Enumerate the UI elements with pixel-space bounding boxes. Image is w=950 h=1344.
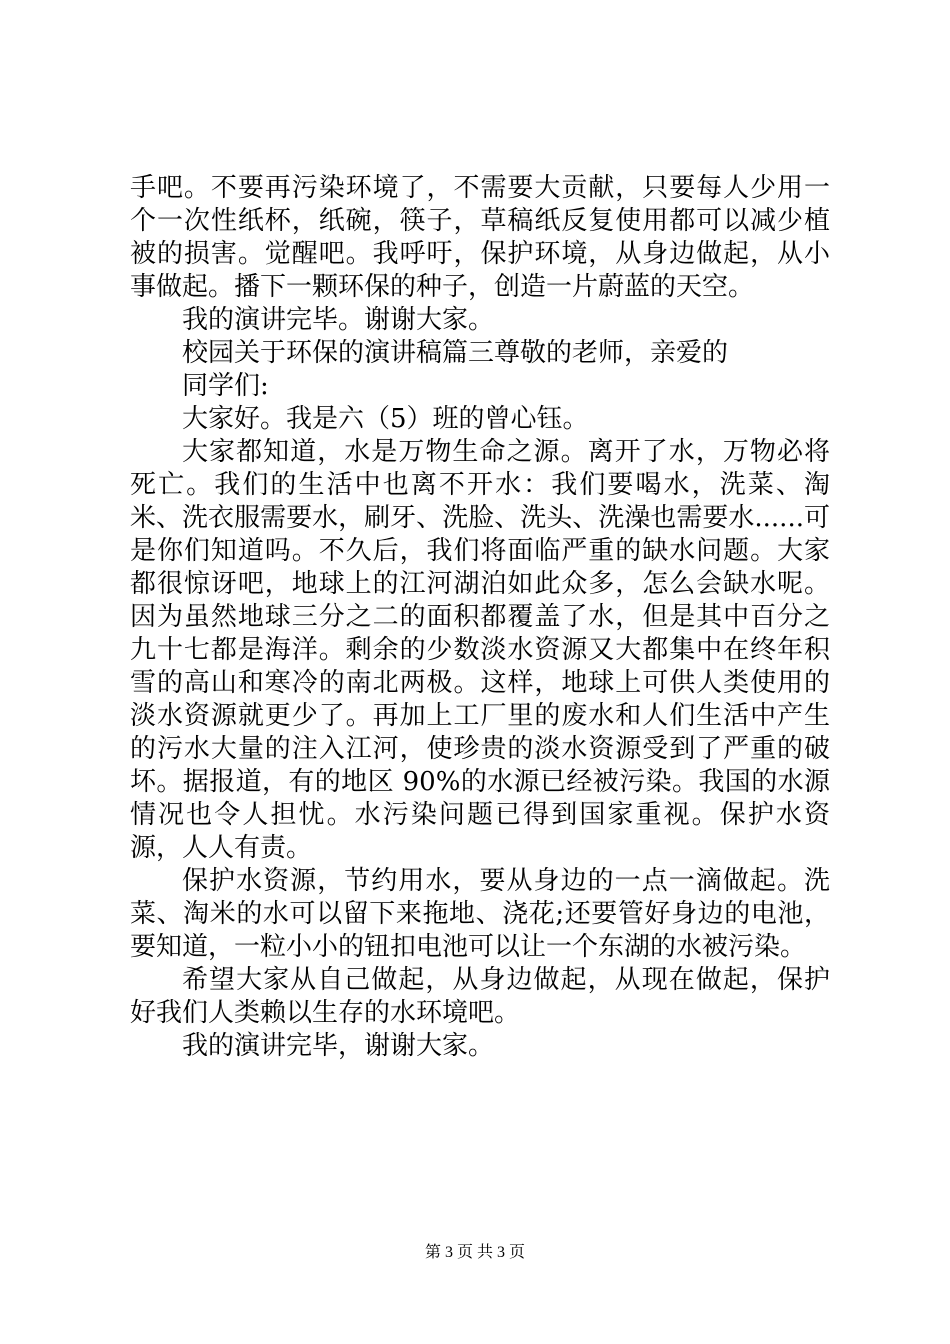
page-footer: 第 3 页 共 3 页 bbox=[424, 1244, 525, 1261]
paragraph-greeting: 大家好。我是六（5）班的曾心钰。 bbox=[182, 404, 589, 434]
paragraph-hope: 希望大家从自己做起，从身边做起，从现在做起，保护好我们人类赖以生存的水环境吧。 bbox=[130, 965, 830, 1028]
paragraph-water-source: 大家都知道，水是万物生命之源。离开了水，万物必将死亡。我们的生活中也离不开水：我们要喝水，洗菜、淘米、洗衣服需要水，刷牙、洗脸、洗头、洗澡也需要水......可是你们知道吗。不久后，我们将面临严重的缺水问题。大家都很惊讶吧，地球上的江河湖泊如此众多，怎么会缺水呢。因为虽然地球三分之二的面积都覆盖了水，但是其中百分之九十七都是海洋。剩余的少数淡水资源又大都集中在终年积雪的高山和寒冷的南北两极。这样，地球上可供人类使用的淡水资源就更少了。再加上工厂里的废水和人们生活中产生的污水大量的注入江河，使珍贵的淡水资源受到了严重的破坏。据报道，有的地区 90%的水源已经被污染。我国的水源情况也令人担忧。水污染问题已得到国家重视。保护水资源，人人有责。 bbox=[130, 437, 830, 863]
document-body bbox=[130, 172, 830, 1063]
paragraph-closing-2: 我的演讲完毕，谢谢大家。 bbox=[182, 1031, 495, 1061]
paragraph-continued: 手吧。不要再污染环境了，不需要大贡献，只要每人少用一个一次性纸杯，纸碗，筷子，草稿纸反复使用都可以减少植被的损害。觉醒吧。我呼吁，保护环境，从身边做起，从小事做起。播下一颗环保的种子，创造一片蔚蓝的天空。 bbox=[130, 173, 830, 302]
paragraph-speech-title: 校园关于环保的演讲稿篇三尊敬的老师，亲爱的 bbox=[182, 338, 729, 368]
paragraph-salutation: 同学们: bbox=[182, 371, 269, 401]
paragraph-closing-1: 我的演讲完毕。谢谢大家。 bbox=[182, 305, 495, 335]
paragraph-save-water: 保护水资源，节约用水，要从身边的一点一滴做起。洗菜、淘米的水可以留下来拖地、浇花;还要管好身边的电池，要知道，一粒小小的钮扣电池可以让一个东湖的水被污染。 bbox=[130, 866, 830, 962]
